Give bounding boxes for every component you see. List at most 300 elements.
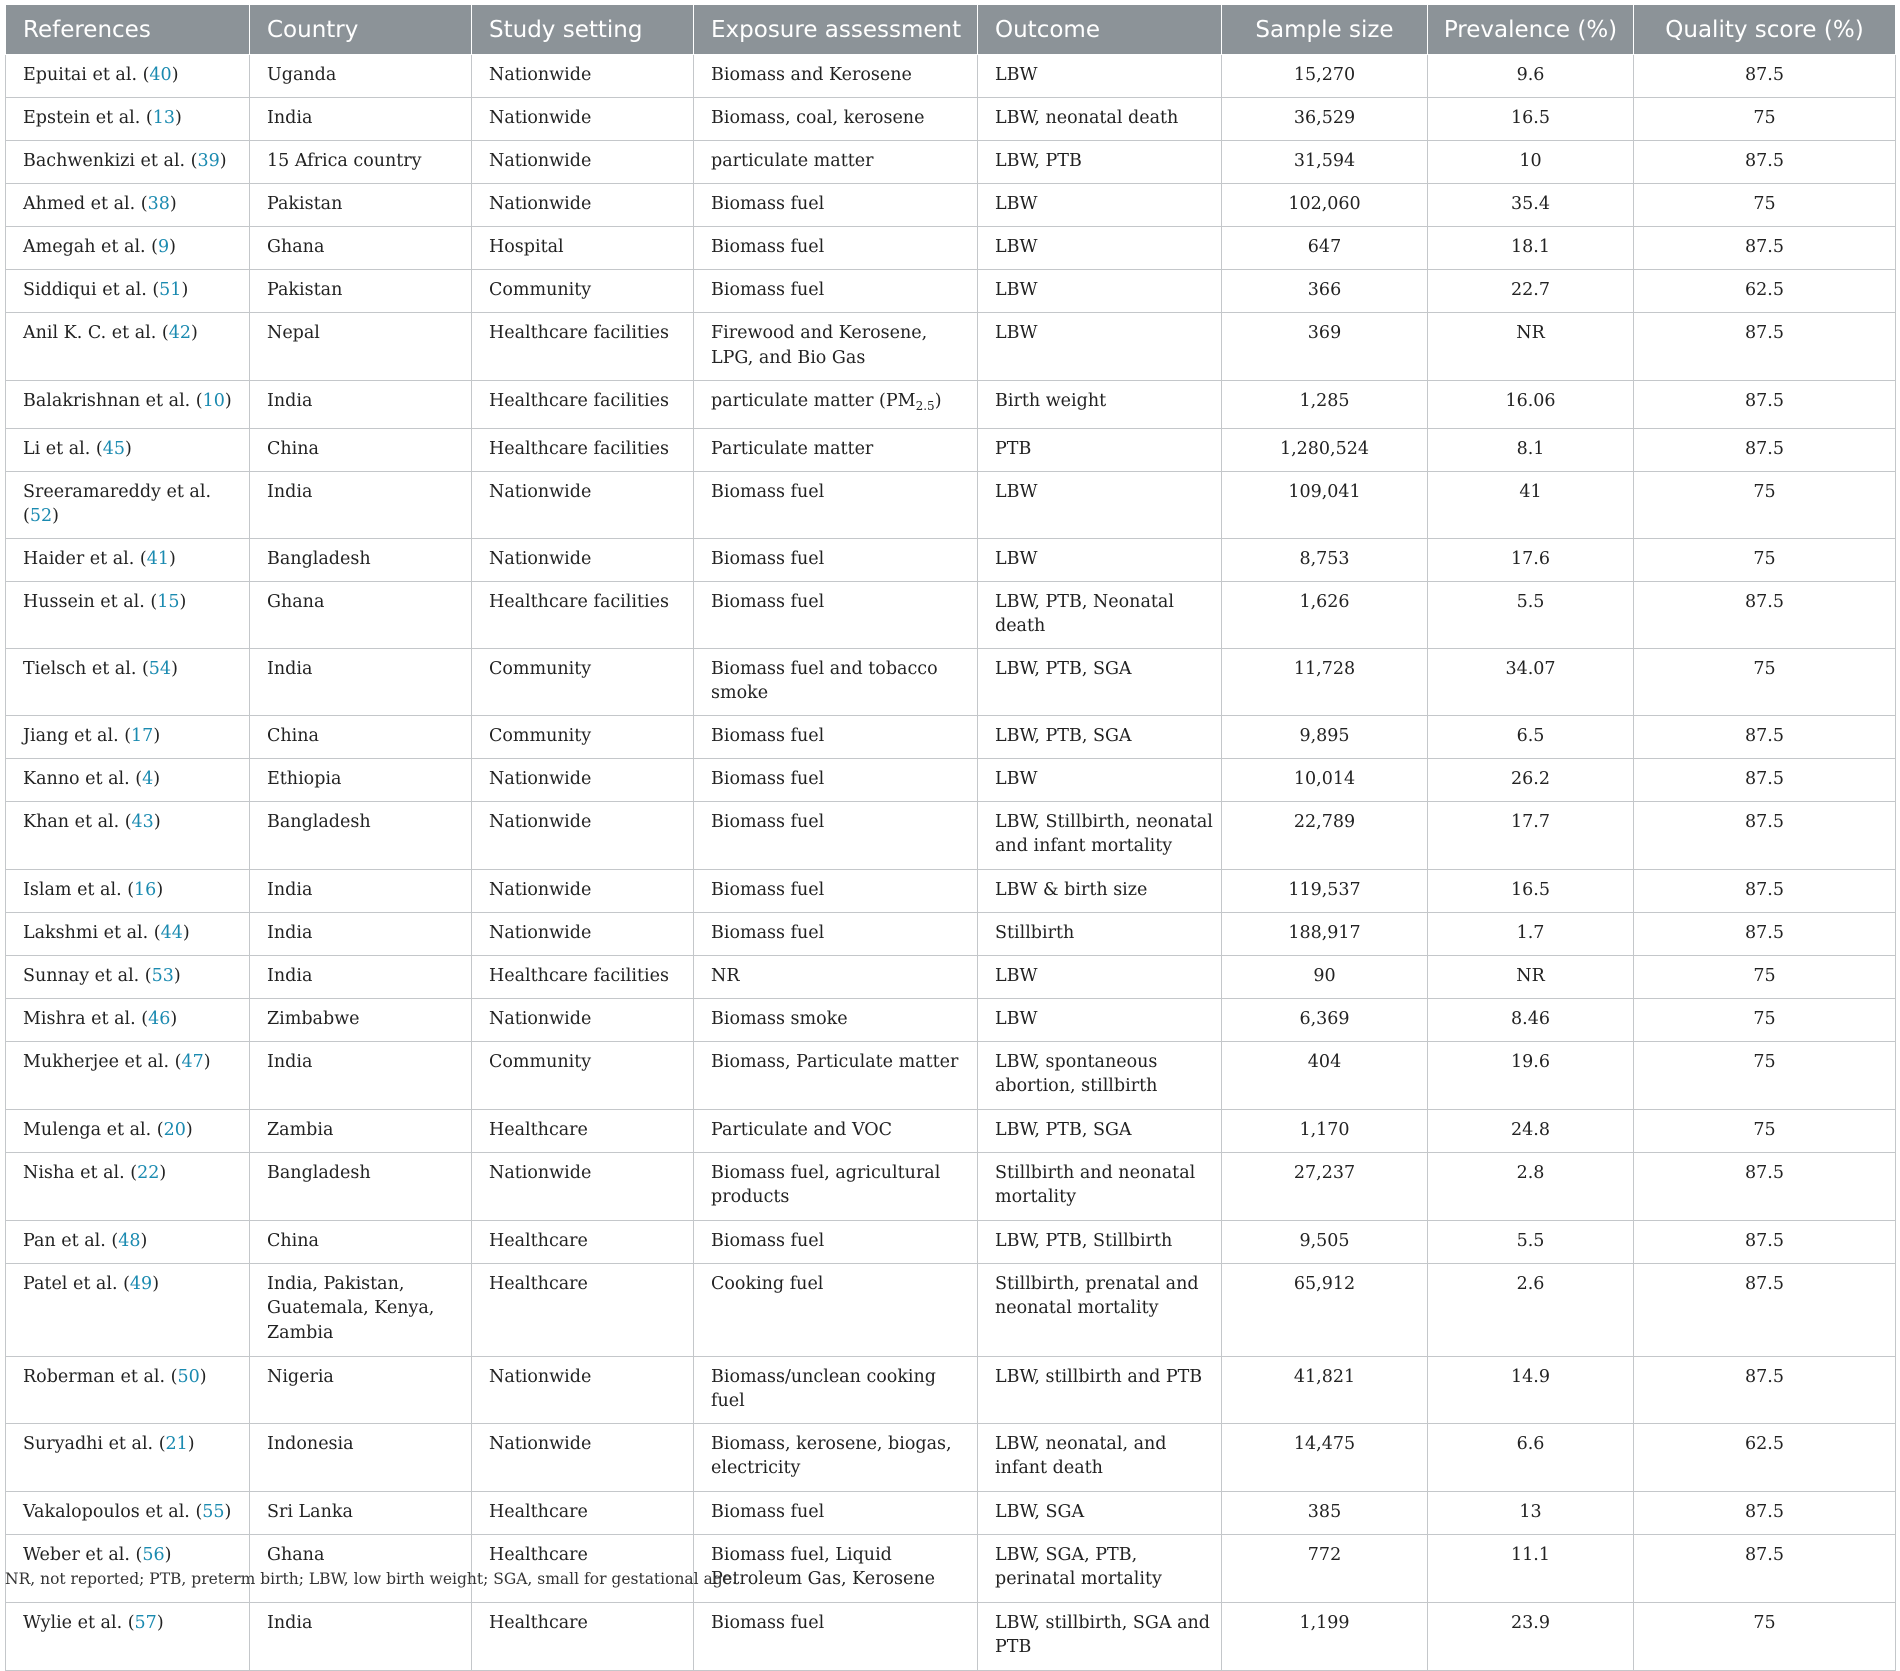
table-header xyxy=(6,5,1896,55)
cell-prevalence: 2.6 xyxy=(1428,1263,1634,1356)
author-name: Mukherjee et al. xyxy=(23,1051,170,1072)
cell-outcome: Stillbirth, prenatal and neonatal mortality xyxy=(978,1263,1222,1356)
exposure-text: Biomass fuel xyxy=(711,591,825,612)
citation-link[interactable]: 38 xyxy=(147,194,170,214)
cell-outcome: LBW, PTB, SGA xyxy=(978,648,1222,715)
cell-prevalence: 11.1 xyxy=(1428,1534,1634,1602)
cell-sample-size: 6,369 xyxy=(1222,998,1428,1041)
cell-country: Ethiopia xyxy=(250,758,472,801)
cell-prevalence: 35.4 xyxy=(1428,184,1634,227)
table-row xyxy=(6,227,1896,270)
table-row xyxy=(6,1109,1896,1152)
author-name: Kanno et al. xyxy=(23,768,130,789)
author-name: Siddiqui et al. xyxy=(23,280,147,300)
exposure-text: Biomass, coal, kerosene xyxy=(711,108,925,128)
cell-country: Bangladesh xyxy=(250,1152,472,1220)
cell-sample-size: 647 xyxy=(1222,227,1428,270)
cell-sample-size: 404 xyxy=(1222,1041,1428,1109)
cell-sample-size: 369 xyxy=(1222,313,1428,381)
citation-link[interactable]: 57 xyxy=(134,1612,157,1633)
cell-sample-size: 11,728 xyxy=(1222,648,1428,715)
cell-sample-size: 14,475 xyxy=(1222,1423,1428,1491)
exposure-text: Particulate matter xyxy=(711,438,874,459)
citation-link[interactable]: 54 xyxy=(148,658,172,679)
exposure-text: Cooking fuel xyxy=(711,1273,824,1294)
exposure-text: Biomass fuel xyxy=(711,280,825,300)
cell-sample-size: 1,199 xyxy=(1222,1602,1428,1670)
citation-link[interactable]: 16 xyxy=(134,879,157,900)
cell-quality-score: 87.5 xyxy=(1634,313,1896,381)
cell-outcome: LBW, SGA, PTB, perinatal mortality xyxy=(978,1534,1222,1602)
citation-link[interactable]: 9 xyxy=(158,237,170,257)
cell-quality-score: 87.5 xyxy=(1634,715,1896,758)
cell-study-setting: Nationwide xyxy=(472,471,694,538)
citation-link[interactable]: 39 xyxy=(197,151,220,171)
table-row xyxy=(6,1152,1896,1220)
cell-exposure-assessment xyxy=(694,869,978,912)
cell-quality-score: 87.5 xyxy=(1634,758,1896,801)
exposure-text: Biomass fuel xyxy=(711,194,825,214)
cell-exposure-assessment xyxy=(694,98,978,141)
author-name: Ahmed et al. xyxy=(23,194,136,214)
exposure-text: Biomass fuel, agricultural products xyxy=(711,1162,941,1207)
cell-country: Bangladesh xyxy=(250,801,472,869)
cell-exposure-assessment xyxy=(694,1263,978,1356)
citation-link[interactable]: 46 xyxy=(148,1008,171,1029)
exposure-text: Biomass fuel xyxy=(711,237,825,257)
cell-outcome: LBW, Stillbirth, neonatal and infant mortality xyxy=(978,801,1222,869)
exposure-text: Biomass fuel xyxy=(711,1230,825,1251)
exposure-text: Biomass fuel, Liquid Petroleum Gas, Kerosene xyxy=(711,1544,936,1589)
cell-references: Pan et al. (48) xyxy=(6,1220,250,1263)
citation-link[interactable]: 52 xyxy=(29,506,53,526)
author-name: Weber et al. xyxy=(23,1544,130,1565)
cell-quality-score: 87.5 xyxy=(1634,912,1896,955)
cell-quality-score: 87.5 xyxy=(1634,581,1896,648)
cell-references: Tielsch et al. (54) xyxy=(6,648,250,715)
citation-link[interactable]: 10 xyxy=(202,391,225,411)
exposure-text: Biomass and Kerosene xyxy=(711,65,912,85)
table-row xyxy=(6,471,1896,538)
cell-quality-score: 87.5 xyxy=(1634,227,1896,270)
cell-study-setting: Nationwide xyxy=(472,1423,694,1491)
cell-country: India xyxy=(250,955,472,998)
cell-references: Ahmed et al. (38) xyxy=(6,184,250,227)
cell-quality-score: 87.5 xyxy=(1634,55,1896,98)
cell-quality-score: 75 xyxy=(1634,538,1896,581)
cell-prevalence: 1.7 xyxy=(1428,912,1634,955)
cell-quality-score: 75 xyxy=(1634,1041,1896,1109)
cell-outcome: LBW, SGA xyxy=(978,1491,1222,1534)
cell-prevalence: 16.5 xyxy=(1428,98,1634,141)
author-name: Bachwenkizi et al. xyxy=(23,151,186,171)
cell-outcome: LBW xyxy=(978,270,1222,313)
cell-quality-score: 87.5 xyxy=(1634,1263,1896,1356)
cell-prevalence: 13 xyxy=(1428,1491,1634,1534)
author-name: Amegah et al. xyxy=(23,237,146,257)
cell-outcome: LBW xyxy=(978,758,1222,801)
cell-outcome: LBW, PTB, SGA xyxy=(978,715,1222,758)
cell-sample-size: 27,237 xyxy=(1222,1152,1428,1220)
table-row xyxy=(6,1423,1896,1491)
exposure-text: Biomass fuel xyxy=(711,811,825,832)
cell-study-setting: Nationwide xyxy=(472,1356,694,1423)
cell-exposure-assessment xyxy=(694,758,978,801)
cell-references: Mulenga et al. (20) xyxy=(6,1109,250,1152)
cell-country: India xyxy=(250,1041,472,1109)
cell-exposure-assessment xyxy=(694,1109,978,1152)
cell-outcome: LBW & birth size xyxy=(978,869,1222,912)
cell-references: Epstein et al. (13) xyxy=(6,98,250,141)
cell-exposure-assessment xyxy=(694,141,978,184)
author-name: Tielsch et al. xyxy=(23,658,137,679)
cell-exposure-assessment xyxy=(694,313,978,381)
cell-exposure-assessment xyxy=(694,955,978,998)
cell-quality-score: 75 xyxy=(1634,998,1896,1041)
citation-link[interactable]: 17 xyxy=(131,725,154,746)
exposure-text: Biomass fuel xyxy=(711,1612,825,1633)
cell-study-setting: Nationwide xyxy=(472,538,694,581)
citation-link[interactable]: 42 xyxy=(168,323,191,343)
cell-references: Amegah et al. (9) xyxy=(6,227,250,270)
cell-country: 15 Africa country xyxy=(250,141,472,184)
exposure-text: NR xyxy=(711,965,740,986)
cell-sample-size: 109,041 xyxy=(1222,471,1428,538)
cell-exposure-assessment xyxy=(694,715,978,758)
cell-exposure-assessment xyxy=(694,998,978,1041)
cell-exposure-assessment xyxy=(694,912,978,955)
exposure-text: particulate matter xyxy=(711,151,874,171)
header-references: References xyxy=(6,5,250,55)
cell-study-setting: Nationwide xyxy=(472,758,694,801)
author-name: Lakshmi et al. xyxy=(23,922,149,943)
citation-link[interactable]: 4 xyxy=(142,768,154,789)
author-name: Mishra et al. xyxy=(23,1008,136,1029)
table-row xyxy=(6,381,1896,429)
cell-outcome: LBW, spontaneous abortion, stillbirth xyxy=(978,1041,1222,1109)
cell-exposure-assessment xyxy=(694,801,978,869)
cell-references: Haider et al. (41) xyxy=(6,538,250,581)
cell-study-setting: Healthcare xyxy=(472,1263,694,1356)
cell-country: Nepal xyxy=(250,313,472,381)
exposure-text: Firewood and Kerosene, LPG, and Bio Gas xyxy=(711,323,928,368)
table-footnote: NR, not reported; PTB, preterm birth; LBW, low birth weight; SGA, small for gestational age. xyxy=(5,1570,737,1588)
cell-references: Vakalopoulos et al. (55) xyxy=(6,1491,250,1534)
table-row xyxy=(6,581,1896,648)
cell-references: Epuitai et al. (40) xyxy=(6,55,250,98)
citation-link[interactable]: 49 xyxy=(129,1273,153,1294)
cell-study-setting: Nationwide xyxy=(472,801,694,869)
cell-study-setting: Healthcare facilities xyxy=(472,313,694,381)
cell-country: Bangladesh xyxy=(250,538,472,581)
cell-exposure-assessment xyxy=(694,1356,978,1423)
citation-link[interactable]: 44 xyxy=(160,922,183,943)
cell-outcome: LBW, neonatal, and infant death xyxy=(978,1423,1222,1491)
author-name: Khan et al. xyxy=(23,811,120,832)
cell-references: Hussein et al. (15) xyxy=(6,581,250,648)
cell-references: Roberman et al. (50) xyxy=(6,1356,250,1423)
cell-prevalence: 6.6 xyxy=(1428,1423,1634,1491)
citation-link[interactable]: 53 xyxy=(151,965,174,986)
cell-quality-score: 75 xyxy=(1634,648,1896,715)
cell-sample-size: 1,280,524 xyxy=(1222,428,1428,471)
table-row xyxy=(6,98,1896,141)
cell-country: Zimbabwe xyxy=(250,998,472,1041)
citation-link[interactable]: 20 xyxy=(163,1119,186,1140)
cell-study-setting: Healthcare xyxy=(472,1220,694,1263)
cell-quality-score: 62.5 xyxy=(1634,1423,1896,1491)
cell-exposure-assessment xyxy=(694,1220,978,1263)
cell-references: Mukherjee et al. (47) xyxy=(6,1041,250,1109)
cell-prevalence: 34.07 xyxy=(1428,648,1634,715)
cell-references: Bachwenkizi et al. (39) xyxy=(6,141,250,184)
studies-table-container xyxy=(5,4,1895,1671)
table-row xyxy=(6,1041,1896,1109)
cell-references: Jiang et al. (17) xyxy=(6,715,250,758)
cell-quality-score: 87.5 xyxy=(1634,428,1896,471)
cell-country: Sri Lanka xyxy=(250,1491,472,1534)
cell-study-setting: Healthcare xyxy=(472,1602,694,1670)
cell-quality-score: 87.5 xyxy=(1634,869,1896,912)
cell-prevalence: 5.5 xyxy=(1428,581,1634,648)
cell-quality-score: 87.5 xyxy=(1634,1152,1896,1220)
exposure-text: Biomass/unclean cooking fuel xyxy=(711,1366,936,1411)
cell-country: Nigeria xyxy=(250,1356,472,1423)
exposure-text: Biomass fuel xyxy=(711,725,825,746)
cell-quality-score: 87.5 xyxy=(1634,1491,1896,1534)
citation-link[interactable]: 41 xyxy=(146,548,169,569)
cell-country: India, Pakistan, Guatemala, Kenya, Zambia xyxy=(250,1263,472,1356)
cell-country: China xyxy=(250,1220,472,1263)
cell-study-setting: Community xyxy=(472,1041,694,1109)
cell-references: Mishra et al. (46) xyxy=(6,998,250,1041)
cell-exposure-assessment xyxy=(694,428,978,471)
cell-exposure-assessment xyxy=(694,1423,978,1491)
cell-outcome: Stillbirth xyxy=(978,912,1222,955)
cell-study-setting: Healthcare facilities xyxy=(472,381,694,429)
cell-quality-score: 75 xyxy=(1634,98,1896,141)
author-name: Pan et al. xyxy=(23,1230,106,1251)
table-row xyxy=(6,184,1896,227)
table-row xyxy=(6,1220,1896,1263)
cell-prevalence: 17.6 xyxy=(1428,538,1634,581)
cell-country: India xyxy=(250,98,472,141)
table-row xyxy=(6,1356,1896,1423)
citation-link[interactable]: 22 xyxy=(137,1162,160,1183)
cell-outcome: LBW, PTB, Stillbirth xyxy=(978,1220,1222,1263)
cell-study-setting: Community xyxy=(472,715,694,758)
cell-quality-score: 87.5 xyxy=(1634,1220,1896,1263)
cell-country: Ghana xyxy=(250,1534,472,1602)
citation-link[interactable]: 47 xyxy=(181,1051,204,1072)
cell-prevalence: 9.6 xyxy=(1428,55,1634,98)
header-outcome: Outcome xyxy=(978,5,1222,55)
cell-study-setting: Nationwide xyxy=(472,912,694,955)
header-sample-size: Sample size xyxy=(1222,5,1428,55)
cell-exposure-assessment xyxy=(694,471,978,538)
cell-references: Balakrishnan et al. (10) xyxy=(6,381,250,429)
table-row xyxy=(6,801,1896,869)
cell-references: Khan et al. (43) xyxy=(6,801,250,869)
table-row xyxy=(6,1534,1896,1602)
cell-prevalence: 22.7 xyxy=(1428,270,1634,313)
cell-study-setting: Hospital xyxy=(472,227,694,270)
exposure-text: Biomass fuel and tobacco smoke xyxy=(711,658,938,703)
cell-prevalence: 18.1 xyxy=(1428,227,1634,270)
cell-prevalence: 8.46 xyxy=(1428,998,1634,1041)
cell-outcome: PTB xyxy=(978,428,1222,471)
citation-link[interactable]: 43 xyxy=(131,811,154,832)
author-name: Sunnay et al. xyxy=(23,965,140,986)
cell-outcome: LBW xyxy=(978,998,1222,1041)
exposure-text: Biomass smoke xyxy=(711,1008,848,1029)
citation-link[interactable]: 55 xyxy=(202,1501,225,1522)
citation-link[interactable]: 50 xyxy=(177,1366,200,1387)
cell-exposure-assessment xyxy=(694,184,978,227)
cell-study-setting: Healthcare facilities xyxy=(472,955,694,998)
cell-sample-size: 9,505 xyxy=(1222,1220,1428,1263)
cell-prevalence: 24.8 xyxy=(1428,1109,1634,1152)
cell-references: Nisha et al. (22) xyxy=(6,1152,250,1220)
author-name: Balakrishnan et al. xyxy=(23,391,191,411)
cell-country: Uganda xyxy=(250,55,472,98)
cell-outcome: LBW xyxy=(978,313,1222,381)
cell-references: Anil K. C. et al. (42) xyxy=(6,313,250,381)
cell-sample-size: 102,060 xyxy=(1222,184,1428,227)
cell-sample-size: 10,014 xyxy=(1222,758,1428,801)
cell-outcome: Birth weight xyxy=(978,381,1222,429)
exposure-subscript: 2.5 xyxy=(915,399,935,413)
cell-sample-size: 385 xyxy=(1222,1491,1428,1534)
cell-exposure-assessment xyxy=(694,55,978,98)
cell-prevalence: 19.6 xyxy=(1428,1041,1634,1109)
cell-outcome: LBW xyxy=(978,538,1222,581)
citation-link[interactable]: 45 xyxy=(102,438,125,459)
cell-country: Indonesia xyxy=(250,1423,472,1491)
cell-sample-size: 90 xyxy=(1222,955,1428,998)
table-row xyxy=(6,912,1896,955)
author-name: Sreeramareddy et al. xyxy=(23,481,212,502)
cell-exposure-assessment xyxy=(694,270,978,313)
cell-references: Sreeramareddy et al. (52) xyxy=(6,471,250,538)
cell-prevalence: NR xyxy=(1428,955,1634,998)
cell-sample-size: 65,912 xyxy=(1222,1263,1428,1356)
cell-country: China xyxy=(250,715,472,758)
table-row xyxy=(6,1491,1896,1534)
cell-references: Islam et al. (16) xyxy=(6,869,250,912)
cell-references: Kanno et al. (4) xyxy=(6,758,250,801)
cell-references: Suryadhi et al. (21) xyxy=(6,1423,250,1491)
table-row xyxy=(6,955,1896,998)
cell-country: Pakistan xyxy=(250,184,472,227)
cell-outcome: LBW, stillbirth and PTB xyxy=(978,1356,1222,1423)
cell-exposure-assessment xyxy=(694,581,978,648)
table-row xyxy=(6,869,1896,912)
cell-sample-size: 188,917 xyxy=(1222,912,1428,955)
citation-link[interactable]: 13 xyxy=(152,108,175,128)
citation-link[interactable]: 21 xyxy=(165,1433,188,1454)
table-row xyxy=(6,141,1896,184)
table-row xyxy=(6,648,1896,715)
cell-references: Wylie et al. (57) xyxy=(6,1602,250,1670)
cell-outcome: LBW, stillbirth, SGA and PTB xyxy=(978,1602,1222,1670)
cell-sample-size: 1,626 xyxy=(1222,581,1428,648)
cell-quality-score: 75 xyxy=(1634,955,1896,998)
author-name: Vakalopoulos et al. xyxy=(23,1501,190,1522)
cell-study-setting: Nationwide xyxy=(472,141,694,184)
cell-sample-size: 772 xyxy=(1222,1534,1428,1602)
cell-sample-size: 15,270 xyxy=(1222,55,1428,98)
cell-prevalence: 5.5 xyxy=(1428,1220,1634,1263)
exposure-text: Biomass fuel xyxy=(711,1501,825,1522)
cell-country: Zambia xyxy=(250,1109,472,1152)
cell-sample-size: 8,753 xyxy=(1222,538,1428,581)
cell-study-setting: Community xyxy=(472,648,694,715)
cell-study-setting: Healthcare facilities xyxy=(472,428,694,471)
citation-link[interactable]: 40 xyxy=(149,65,172,85)
cell-prevalence: 14.9 xyxy=(1428,1356,1634,1423)
author-name: Epstein et al. xyxy=(23,108,141,128)
exposure-text: Biomass, kerosene, biogas, electricity xyxy=(711,1433,952,1478)
cell-study-setting: Community xyxy=(472,270,694,313)
cell-country: India xyxy=(250,869,472,912)
citation-link[interactable]: 56 xyxy=(142,1544,165,1565)
cell-prevalence: 10 xyxy=(1428,141,1634,184)
exposure-text: Biomass fuel xyxy=(711,548,825,569)
citation-link[interactable]: 51 xyxy=(159,280,182,300)
author-name: Haider et al. xyxy=(23,548,135,569)
table-row xyxy=(6,428,1896,471)
author-name: Suryadhi et al. xyxy=(23,1433,154,1454)
cell-sample-size: 41,821 xyxy=(1222,1356,1428,1423)
cell-study-setting: Nationwide xyxy=(472,998,694,1041)
cell-exposure-assessment xyxy=(694,1602,978,1670)
author-name: Mulenga et al. xyxy=(23,1119,152,1140)
citation-link[interactable]: 15 xyxy=(157,591,180,612)
cell-outcome: Stillbirth and neonatal mortality xyxy=(978,1152,1222,1220)
cell-prevalence: NR xyxy=(1428,313,1634,381)
cell-outcome: LBW, PTB, Neonatal death xyxy=(978,581,1222,648)
exposure-text: Biomass, Particulate matter xyxy=(711,1051,959,1072)
table-row xyxy=(6,1602,1896,1670)
cell-country: India xyxy=(250,471,472,538)
header-country: Country xyxy=(250,5,472,55)
cell-outcome: LBW, PTB, SGA xyxy=(978,1109,1222,1152)
cell-country: Pakistan xyxy=(250,270,472,313)
cell-quality-score: 75 xyxy=(1634,471,1896,538)
exposure-text: Biomass fuel xyxy=(711,879,825,900)
table-row xyxy=(6,538,1896,581)
cell-quality-score: 62.5 xyxy=(1634,270,1896,313)
cell-exposure-assessment xyxy=(694,1491,978,1534)
cell-references: Lakshmi et al. (44) xyxy=(6,912,250,955)
cell-prevalence: 26.2 xyxy=(1428,758,1634,801)
cell-outcome: LBW xyxy=(978,227,1222,270)
cell-study-setting: Nationwide xyxy=(472,1152,694,1220)
citation-link[interactable]: 48 xyxy=(118,1230,141,1251)
author-name: Anil K. C. et al. xyxy=(23,323,157,343)
cell-outcome: LBW, PTB xyxy=(978,141,1222,184)
cell-outcome: LBW xyxy=(978,184,1222,227)
table-row xyxy=(6,998,1896,1041)
cell-sample-size: 1,285 xyxy=(1222,381,1428,429)
table-body xyxy=(6,55,1896,1671)
table-row xyxy=(6,715,1896,758)
exposure-text: Particulate and VOC xyxy=(711,1119,893,1140)
cell-country: India xyxy=(250,912,472,955)
cell-outcome: LBW, neonatal death xyxy=(978,98,1222,141)
exposure-text: Biomass fuel xyxy=(711,922,825,943)
